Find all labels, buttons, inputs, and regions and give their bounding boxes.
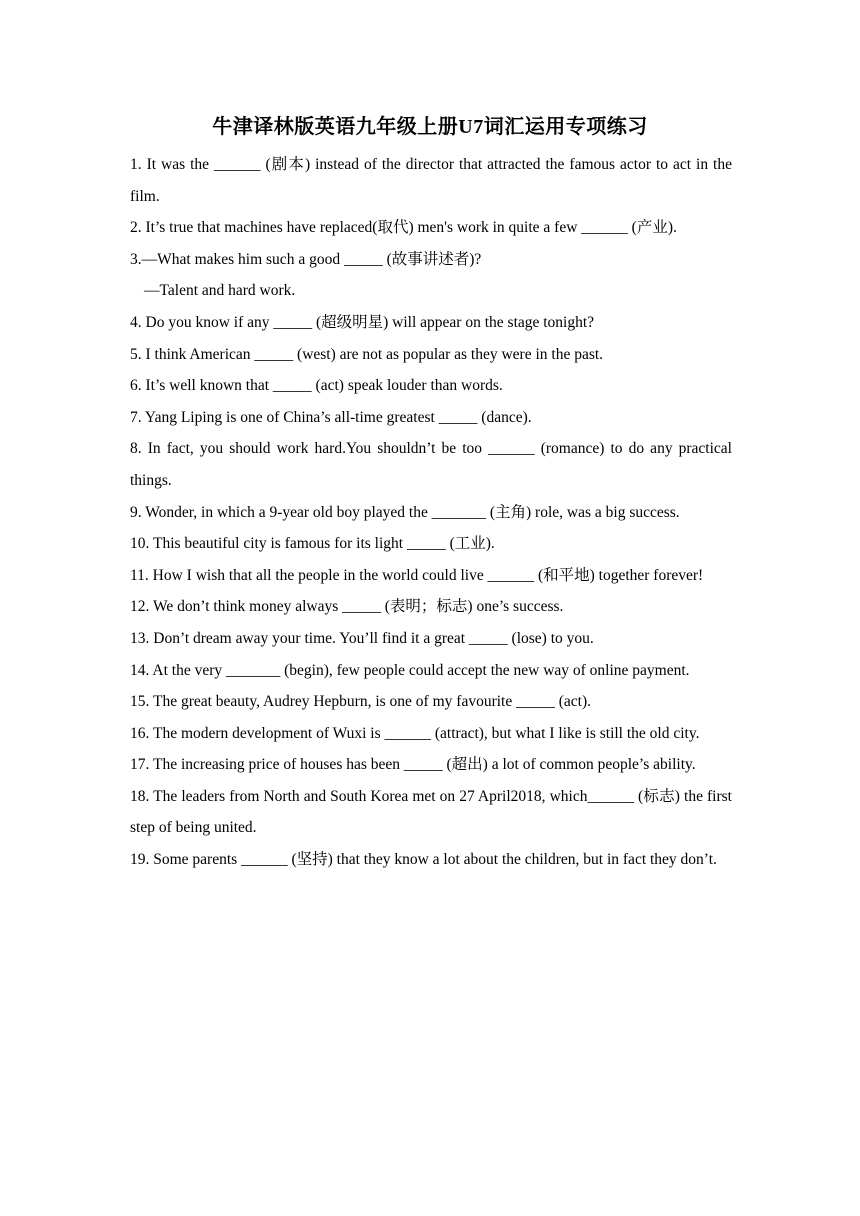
question-1: 1. It was the ______ (剧本) instead of the director that attracted the famous actor to act in the film.	[130, 156, 732, 205]
question-5: 5. I think American _____ (west) are not as popular as they were in the past.	[130, 345, 604, 363]
question-19: 19. Some parents ______ (坚持) that they know a lot about the children, but in fact they don’t.	[130, 851, 717, 869]
question-3-answer: —Talent and hard work.	[144, 282, 296, 300]
question-4: 4. Do you know if any _____ (超级明星) will appear on the stage tonight?	[130, 313, 595, 331]
question-18: 18. The leaders from North and South Korea met on 27 April2018, which______ (标志) the first step of being united.	[130, 787, 732, 837]
question-11: 11. How I wish that all the people in the world could live ______ (和平地) together forever!	[130, 566, 704, 584]
question-15: 15. The great beauty, Audrey Hepburn, is one of my favourite _____ (act).	[130, 693, 591, 711]
question-10: 10. This beautiful city is famous for its light _____ (工业).	[130, 535, 495, 553]
question-8: 8. In fact, you should work hard.You shouldn’t be too ______ (romance) to do any practical things.	[130, 440, 732, 489]
question-16: 16. The modern development of Wuxi is ______ (attract), but what I like is still the old city.	[130, 724, 700, 742]
question-2: 2. It’s true that machines have replaced(取代) men's work in quite a few ______ (产业).	[130, 219, 677, 237]
question-9: 9. Wonder, in which a 9-year old boy played the _______ (主角) role, was a big success.	[130, 503, 680, 521]
question-14: 14. At the very _______ (begin), few people could accept the new way of online payment.	[130, 661, 690, 679]
question-7: 7. Yang Liping is one of China’s all-time greatest _____ (dance).	[130, 408, 532, 426]
question-13: 13. Don’t dream away your time. You’ll find it a great _____ (lose) to you.	[130, 629, 594, 647]
question-17: 17. The increasing price of houses has been _____ (超出) a lot of common people’s ability.	[130, 756, 696, 774]
document-title: 牛津译林版英语九年级上册U7词汇运用专项练习	[212, 116, 648, 138]
question-3: 3.—What makes him such a good _____ (故事讲述者)?	[130, 250, 482, 268]
question-list	[130, 149, 732, 876]
question-6: 6. It’s well known that _____ (act) speak louder than words.	[130, 377, 503, 395]
question-12: 12. We don’t think money always _____ (表明；标志) one’s success.	[130, 598, 564, 616]
